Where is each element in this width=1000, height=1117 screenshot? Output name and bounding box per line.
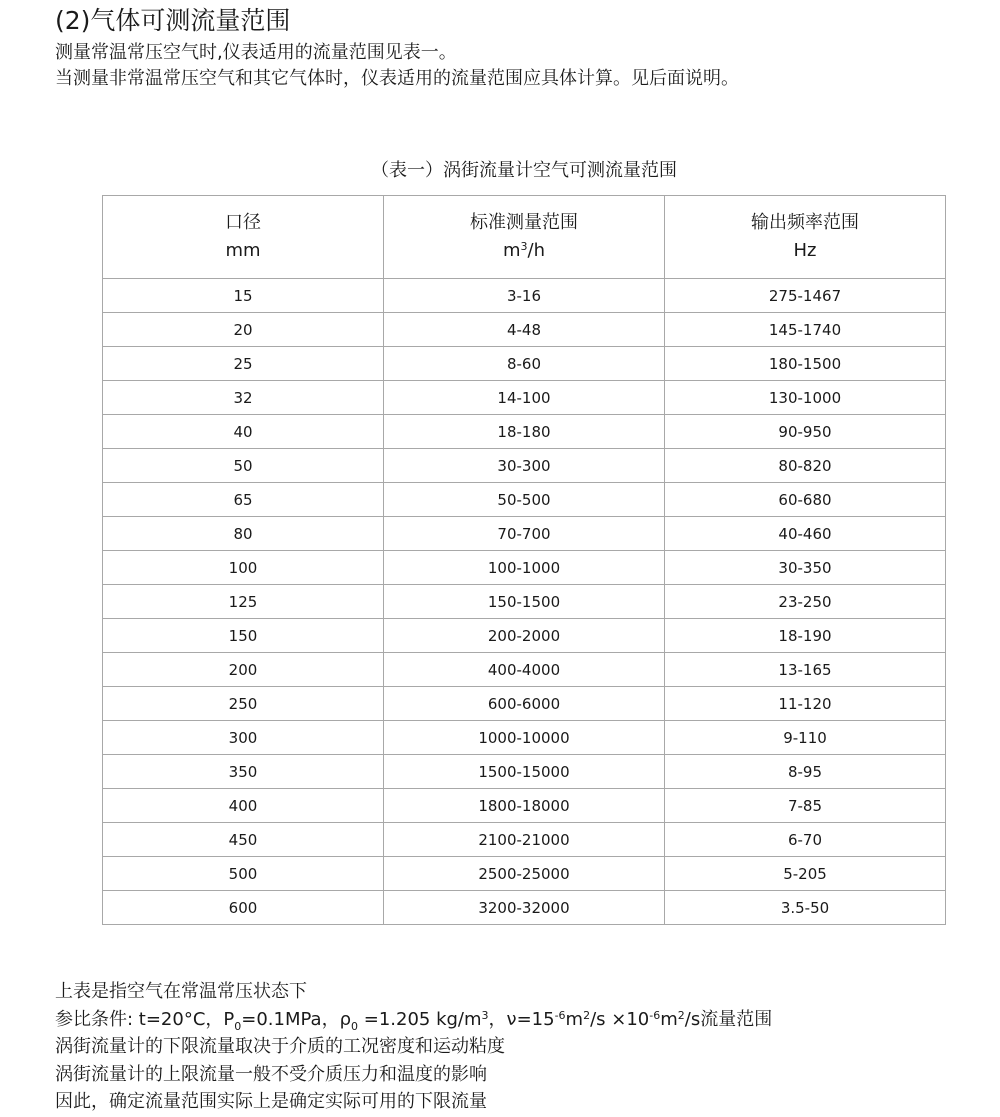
cond-nu-sup-3: -6 bbox=[649, 1008, 661, 1022]
table-row bbox=[103, 653, 946, 687]
table-header-row bbox=[103, 196, 946, 279]
cond-nu-mid-3: m bbox=[660, 1008, 678, 1030]
intro-text bbox=[55, 40, 739, 92]
note-line-3: 涡街流量计的下限流量取决于介质的工况密度和运动粘度 bbox=[55, 1036, 505, 1057]
cell-flow-range: 1800-18000 bbox=[384, 789, 665, 823]
cell-frequency-range: 8-95 bbox=[665, 755, 946, 789]
table-row bbox=[103, 823, 946, 857]
cell-frequency-range: 13-165 bbox=[665, 653, 946, 687]
intro-line-1: 测量常温常压空气时,仪表适用的流量范围见表一。 bbox=[55, 42, 457, 63]
cell-flow-range: 600-6000 bbox=[384, 687, 665, 721]
cond-nu-sup-4: 2 bbox=[677, 1008, 685, 1022]
cell-frequency-range: 18-190 bbox=[665, 619, 946, 653]
cond-nu-sup-1: -6 bbox=[554, 1008, 566, 1022]
cell-frequency-range: 90-950 bbox=[665, 415, 946, 449]
cell-diameter: 20 bbox=[103, 313, 384, 347]
cell-flow-range: 1000-10000 bbox=[384, 721, 665, 755]
cell-diameter: 65 bbox=[103, 483, 384, 517]
cond-rho-sub: 0 bbox=[351, 1019, 359, 1033]
cell-diameter: 40 bbox=[103, 415, 384, 449]
note-line-4: 涡街流量计的上限流量一般不受介质压力和温度的影响 bbox=[55, 1063, 487, 1085]
cell-diameter: 250 bbox=[103, 687, 384, 721]
table-row bbox=[103, 619, 946, 653]
notes bbox=[55, 978, 772, 1116]
cell-flow-range: 2100-21000 bbox=[384, 823, 665, 857]
note-conditions bbox=[55, 1006, 772, 1034]
cell-frequency-range: 6-70 bbox=[665, 823, 946, 857]
table-row bbox=[103, 755, 946, 789]
cell-diameter: 32 bbox=[103, 381, 384, 415]
flow-range-table bbox=[102, 195, 946, 925]
cell-diameter: 25 bbox=[103, 347, 384, 381]
table-row bbox=[103, 585, 946, 619]
cell-flow-range: 100-1000 bbox=[384, 551, 665, 585]
header-flow-label: 标准测量范围 bbox=[470, 212, 578, 233]
header-flow-unit-base: m bbox=[502, 240, 521, 261]
cell-diameter: 500 bbox=[103, 857, 384, 891]
table-caption: （表一）涡街流量计空气可测流量范围 bbox=[371, 160, 677, 181]
table-row bbox=[103, 381, 946, 415]
header-diameter-unit: mm bbox=[225, 240, 261, 261]
table-body bbox=[103, 279, 946, 925]
cell-flow-range: 4-48 bbox=[384, 313, 665, 347]
cell-frequency-range: 5-205 bbox=[665, 857, 946, 891]
intro-line-2: 当测量非常温常压空气和其它气体时，仪表适用的流量范围应具体计算。见后面说明。 bbox=[55, 68, 739, 89]
cell-flow-range: 3-16 bbox=[384, 279, 665, 313]
table-row bbox=[103, 687, 946, 721]
table-row bbox=[103, 891, 946, 925]
note-line-1: 上表是指空气在常温常压状态下 bbox=[55, 981, 307, 1002]
cond-nu-sup-2: 2 bbox=[583, 1008, 591, 1022]
cell-flow-range: 1500-15000 bbox=[384, 755, 665, 789]
cell-flow-range: 18-180 bbox=[384, 415, 665, 449]
cell-frequency-range: 40-460 bbox=[665, 517, 946, 551]
cell-frequency-range: 9-110 bbox=[665, 721, 946, 755]
cell-flow-range: 50-500 bbox=[384, 483, 665, 517]
table-row bbox=[103, 449, 946, 483]
cell-flow-range: 400-4000 bbox=[384, 653, 665, 687]
cell-diameter: 400 bbox=[103, 789, 384, 823]
cell-flow-range: 70-700 bbox=[384, 517, 665, 551]
cell-diameter: 80 bbox=[103, 517, 384, 551]
cond-rho-sup: 3 bbox=[481, 1008, 489, 1022]
header-flow-unit-sup: 3 bbox=[520, 240, 528, 253]
cell-diameter: 200 bbox=[103, 653, 384, 687]
cell-frequency-range: 11-120 bbox=[665, 687, 946, 721]
cell-frequency-range: 80-820 bbox=[665, 449, 946, 483]
header-flow-unit bbox=[384, 237, 664, 265]
cell-frequency-range: 275-1467 bbox=[665, 279, 946, 313]
cell-frequency-range: 3.5-50 bbox=[665, 891, 946, 925]
cell-flow-range: 2500-25000 bbox=[384, 857, 665, 891]
cell-frequency-range: 7-85 bbox=[665, 789, 946, 823]
section-title: (2)气体可测流量范围 bbox=[55, 6, 291, 35]
cell-diameter: 300 bbox=[103, 721, 384, 755]
cell-diameter: 350 bbox=[103, 755, 384, 789]
table-row bbox=[103, 551, 946, 585]
header-frequency bbox=[665, 196, 946, 279]
cell-frequency-range: 60-680 bbox=[665, 483, 946, 517]
cell-diameter: 15 bbox=[103, 279, 384, 313]
cell-diameter: 150 bbox=[103, 619, 384, 653]
table-row bbox=[103, 517, 946, 551]
header-diameter-label: 口径 bbox=[225, 212, 261, 233]
cell-diameter: 600 bbox=[103, 891, 384, 925]
cell-diameter: 50 bbox=[103, 449, 384, 483]
cell-flow-range: 30-300 bbox=[384, 449, 665, 483]
table-row bbox=[103, 857, 946, 891]
cell-diameter: 125 bbox=[103, 585, 384, 619]
cond-nu-mid-1: m bbox=[565, 1008, 584, 1030]
cell-flow-range: 14-100 bbox=[384, 381, 665, 415]
cell-flow-range: 3200-32000 bbox=[384, 891, 665, 925]
cell-flow-range: 200-2000 bbox=[384, 619, 665, 653]
table-row bbox=[103, 721, 946, 755]
table-row bbox=[103, 415, 946, 449]
table-row bbox=[103, 347, 946, 381]
cell-flow-range: 150-1500 bbox=[384, 585, 665, 619]
header-frequency-label: 输出频率范围 bbox=[751, 212, 859, 233]
table-row bbox=[103, 789, 946, 823]
cell-diameter: 450 bbox=[103, 823, 384, 857]
cell-flow-range: 8-60 bbox=[384, 347, 665, 381]
cell-frequency-range: 145-1740 bbox=[665, 313, 946, 347]
cell-frequency-range: 130-1000 bbox=[665, 381, 946, 415]
cond-nu-prefix: ，ν=15 bbox=[488, 1008, 555, 1030]
header-flow bbox=[384, 196, 665, 279]
header-diameter bbox=[103, 196, 384, 279]
table-row bbox=[103, 313, 946, 347]
cell-frequency-range: 30-350 bbox=[665, 551, 946, 585]
table-row bbox=[103, 279, 946, 313]
cond-nu-tail: /s流量范围 bbox=[684, 1008, 773, 1030]
cell-frequency-range: 180-1500 bbox=[665, 347, 946, 381]
cond-nu-mid-2: /s ×10 bbox=[590, 1008, 650, 1030]
cell-frequency-range: 23-250 bbox=[665, 585, 946, 619]
note-line-5: 因此，确定流量范围实际上是确定实际可用的下限流量 bbox=[55, 1091, 487, 1112]
header-flow-unit-tail: /h bbox=[527, 240, 546, 261]
cond-prefix: 参比条件: t=20°C，P bbox=[55, 1008, 235, 1030]
header-frequency-unit: Hz bbox=[793, 240, 817, 261]
cond-rho-value: =1.205 kg/m bbox=[358, 1008, 482, 1030]
cell-diameter: 100 bbox=[103, 551, 384, 585]
cond-p-sub: 0 bbox=[234, 1019, 242, 1033]
table-row bbox=[103, 483, 946, 517]
cond-p-value: =0.1MPa，ρ bbox=[241, 1008, 352, 1030]
